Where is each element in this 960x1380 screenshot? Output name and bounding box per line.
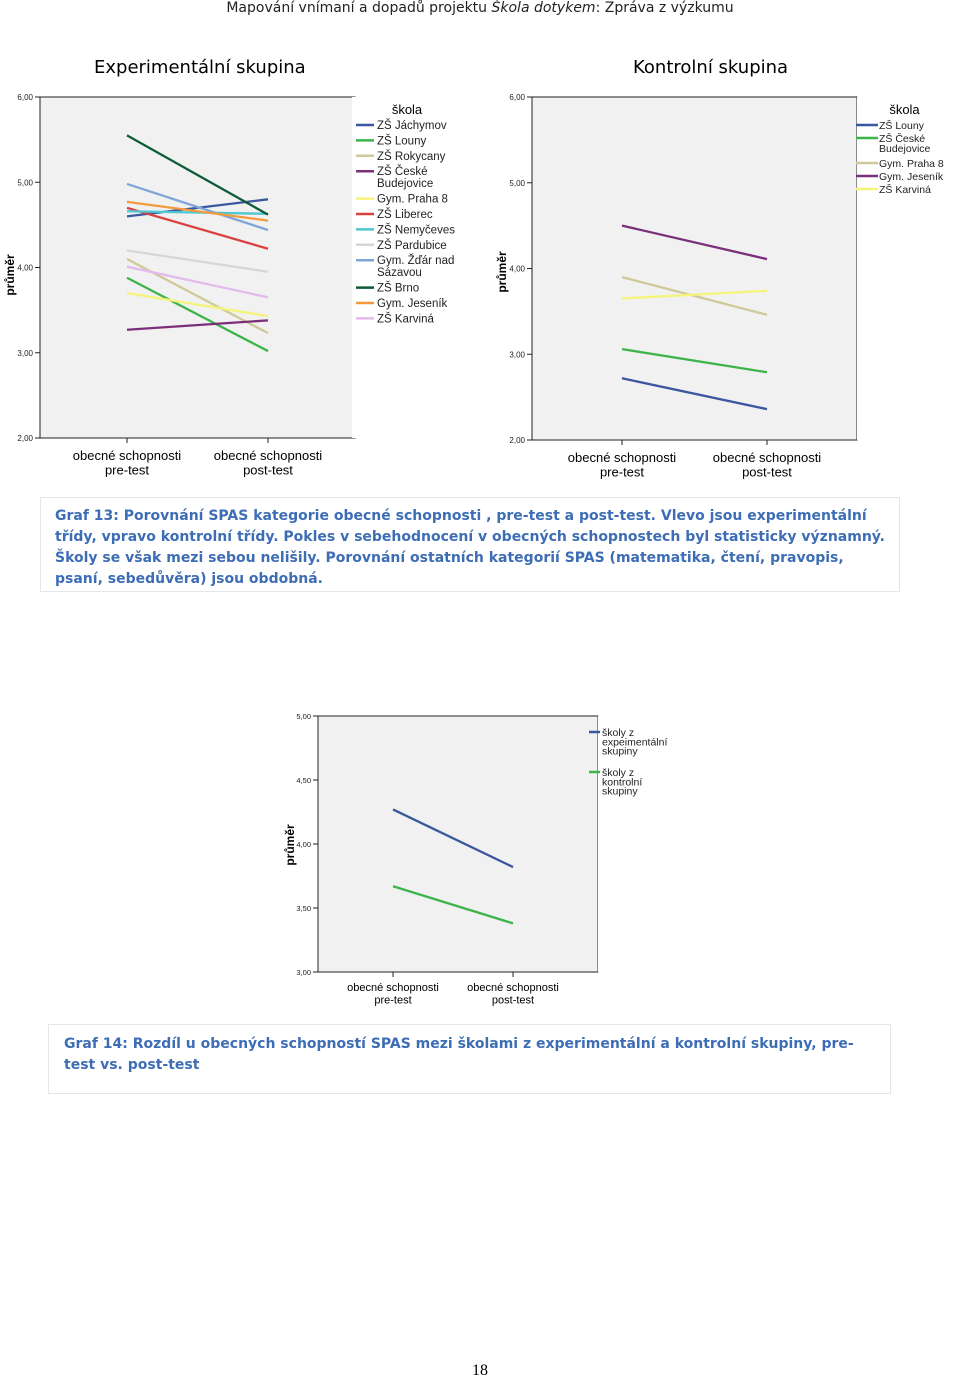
chart2-ytick-label: 4,50 (296, 776, 311, 785)
chart0-legend-label: Gym. Žďár nad (377, 255, 455, 268)
chart0-category-label: post-test (243, 462, 293, 478)
chart2-legend-label: skupiny (602, 785, 638, 798)
chart0-category-label: obecné schopnosti (213, 448, 323, 463)
chart2-legend-label: školy z (602, 727, 635, 739)
chart1-ylabel: průměr (495, 251, 509, 293)
chart2-legend-label: skupiny (602, 745, 638, 758)
chart0-plot-area (40, 97, 355, 438)
chart0-ytick-label: 4,00 (17, 263, 33, 273)
chart0-legend-label: Budejovice (377, 178, 434, 191)
chart0-legend-label: ZŠ Brno (377, 282, 420, 295)
chart0-legend-label: Gym. Jeseník (377, 298, 448, 310)
graf14-caption: Graf 14: Rozdíl u obecných schopností SPAS mezi školami z experimentální a kontrolní skupiny, pre-test vs. post-test (48, 1024, 891, 1094)
chart0-ytick-label: 2,00 (17, 434, 33, 443)
chart2-ylabel: průměr (283, 824, 297, 866)
chart2-legend-label: školy z (602, 767, 635, 779)
chart0-legend-label: ZŠ Rokycany (377, 150, 446, 163)
chart1-ytick-label: 4,00 (509, 264, 525, 274)
chart2-ytick-label: 3,50 (296, 904, 311, 913)
chart0-legend-label: ZŠ Karviná (377, 313, 434, 326)
chart1-legend-label: ZŠ České (879, 133, 926, 145)
chart2-ytick-label: 3,00 (296, 968, 311, 977)
chart2-plot-area (318, 716, 598, 972)
chart1-ytick-label: 2,00 (509, 436, 525, 445)
chart0-legend-label: Sázavou (377, 267, 422, 280)
chart2-category-label: pre-test (374, 994, 412, 1007)
chart2-category-label: post-test (491, 994, 535, 1007)
chart0-legend-title: škola (391, 102, 423, 117)
chart0-ylabel: průměr (3, 254, 17, 296)
chart0-ytick-label: 6,00 (17, 93, 33, 102)
chart1-ytick-label: 3,00 (509, 350, 525, 360)
chart0-legend-label: Gym. Praha 8 (377, 193, 448, 206)
chart0-legend-label: ZŠ Louny (377, 135, 427, 148)
chart2-legend-label: kontrolní (602, 776, 643, 789)
chart0-ytick-label: 3,00 (17, 348, 33, 358)
chart0-category-label: obecné schopnosti (72, 448, 182, 463)
chart0-ytick-label: 5,00 (17, 178, 33, 188)
experimental-group-title: Experimentální skupina (94, 57, 306, 78)
chart1-legend-label: ZŠ Karviná (879, 184, 931, 196)
chart0-legend-label: ZŠ České (377, 166, 428, 179)
chart0-category-label: pre-test (104, 462, 150, 478)
chart1-category-label: obecné schopnosti (712, 450, 822, 465)
chart1-legend-label: Gym. Jeseník (879, 171, 944, 183)
chart1-category-label: pre-test (599, 464, 645, 480)
chart1-legend-label: Budejovice (879, 143, 931, 156)
chart1-category-label: post-test (742, 464, 792, 480)
header-text-b: : Zpráva z výzkumu (595, 0, 734, 16)
chart2-ytick-label: 4,00 (296, 840, 311, 849)
chart1-legend-label: Gym. Praha 8 (879, 158, 944, 170)
control-group-title: Kontrolní skupina (633, 57, 789, 78)
chart2-category-label: obecné schopnosti (467, 982, 559, 994)
chart1-legend-title: škola (889, 102, 920, 117)
chart1-ytick-label: 6,00 (509, 93, 525, 102)
chart2-ytick-label: 5,00 (296, 712, 311, 721)
chart2-legend-label: expeimentální (602, 736, 668, 749)
chart1-category-label: obecné schopnosti (567, 450, 677, 465)
chart0-legend-label: ZŠ Jáchymov (377, 120, 447, 132)
chart1-legend-label: ZŠ Louny (879, 120, 924, 132)
chart0-legend-label: ZŠ Liberec (377, 209, 433, 221)
header-text-a: Mapování vnímaní a dopadů projektu (226, 0, 492, 16)
chart0-legend-label: ZŠ Pardubice (377, 239, 447, 252)
chart0-legend-label: ZŠ Nemyčeves (377, 224, 455, 237)
chart1-ytick-label: 5,00 (509, 178, 525, 188)
chart1-plot-area (532, 97, 857, 440)
page-number: 18 (472, 1362, 488, 1379)
header-text-italic: Škola dotykem (491, 0, 596, 16)
graf13-caption: Graf 13: Porovnání SPAS kategorie obecné schopnosti , pre-test a post-test. Vlevo jsou experimentální třídy, vpravo kontrolní třídy. Pokles v sebehodnocení v obecných schopnostech byl statisticky významný. Školy se však mezi sebou nelišily. Porovnání ostatních kategorií SPAS (matematika, čtení, pravopis, psaní, sebedůvěra) jsou obdobná. (40, 497, 900, 592)
chart2-category-label: obecné schopnosti (347, 982, 439, 994)
